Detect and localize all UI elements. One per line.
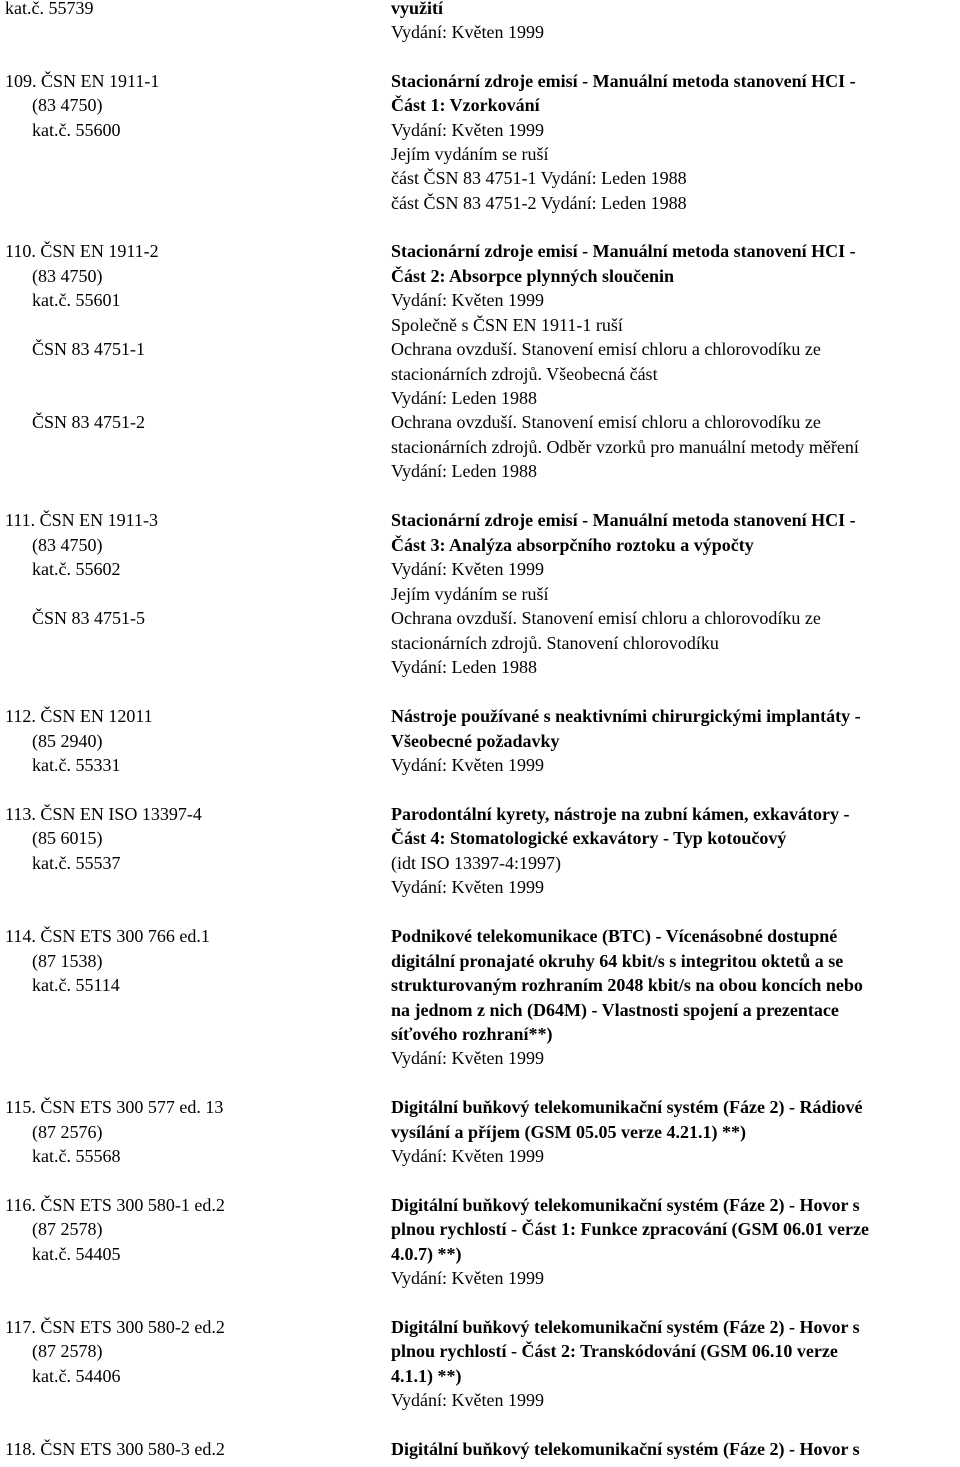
standard-title: využití <box>391 0 443 18</box>
standard-title: Podnikové telekomunikace (BTC) - Vícenásobné dostupné <box>391 926 838 946</box>
catalog-number: kat.č. 55568 <box>32 1146 121 1166</box>
classification-code: (87 2576) <box>32 1122 103 1142</box>
catalog-number: kat.č. 55331 <box>32 755 121 775</box>
standard-title: Digitální buňkový telekomunikační systém (Fáze 2) - Rádiové <box>391 1097 863 1117</box>
standard-title: 4.0.7) **) <box>391 1244 462 1264</box>
issue-date: Vydání: Květen 1999 <box>391 290 544 310</box>
standard-title: Část 2: Absorpce plynných sloučenin <box>391 266 675 286</box>
standard-heading-118: 118. ČSN ETS 300 580-3 ed.2 <box>5 1439 225 1459</box>
catalog-number: kat.č. 54405 <box>32 1244 121 1264</box>
classification-code: (83 4750) <box>32 535 103 555</box>
standard-title: Digitální buňkový telekomunikační systém (Fáze 2) - Hovor s <box>391 1439 860 1459</box>
cancellation-note: část ČSN 83 4751-2 Vydání: Leden 1988 <box>391 193 687 213</box>
catalog-number: kat.č. 55537 <box>32 853 121 873</box>
classification-code: (85 6015) <box>32 828 103 848</box>
cancelled-title: Ochrana ovzduší. Stanovení emisí chloru a chlorovodíku ze <box>391 339 821 359</box>
standard-title: na jednom z nich (D64M) - Vlastnosti spojení a prezentace <box>391 1000 839 1020</box>
standard-title: Část 1: Vzorkování <box>391 95 540 115</box>
standard-title: digitální pronajaté okruhy 64 kbit/s s integritou oktetů a se <box>391 951 844 971</box>
classification-code: (83 4750) <box>32 266 103 286</box>
standard-title: strukturovaným rozhraním 2048 kbit/s na obou koncích nebo <box>391 975 863 995</box>
cancelled-title: Ochrana ovzduší. Stanovení emisí chloru a chlorovodíku ze <box>391 412 821 432</box>
issue-date: Vydání: Leden 1988 <box>391 461 537 481</box>
standard-title: Digitální buňkový telekomunikační systém (Fáze 2) - Hovor s <box>391 1317 860 1337</box>
catalog-number: kat.č. 55739 <box>5 0 94 18</box>
standard-identity: (idt ISO 13397-4:1997) <box>391 853 561 873</box>
standard-heading-114: 114. ČSN ETS 300 766 ed.1 <box>5 926 210 946</box>
issue-date: Vydání: Květen 1999 <box>391 877 544 897</box>
standard-title: Nástroje používané s neaktivními chirurgickými implantáty - <box>391 706 861 726</box>
issue-date: Vydání: Květen 1999 <box>391 1146 544 1166</box>
cancelled-title: stacionárních zdrojů. Stanovení chlorovodíku <box>391 633 719 653</box>
standard-heading-117: 117. ČSN ETS 300 580-2 ed.2 <box>5 1317 225 1337</box>
standard-title: Stacionární zdroje emisí - Manuální metoda stanovení HCI - <box>391 510 856 530</box>
catalog-number: kat.č. 55114 <box>32 975 120 995</box>
classification-code: (87 2578) <box>32 1219 103 1239</box>
issue-date: Vydání: Leden 1988 <box>391 388 537 408</box>
cancellation-note: Jejím vydáním se ruší <box>391 144 549 164</box>
issue-date: Vydání: Leden 1988 <box>391 657 537 677</box>
standard-title: Parodontální kyrety, nástroje na zubní kámen, exkavátory - <box>391 804 850 824</box>
issue-date: Vydání: Květen 1999 <box>391 1048 544 1068</box>
standard-title: Všeobecné požadavky <box>391 731 560 751</box>
standard-title: vysílání a příjem (GSM 05.05 verze 4.21.1) **) <box>391 1122 746 1142</box>
cancelled-standard: ČSN 83 4751-5 <box>32 608 146 628</box>
standard-heading-111: 111. ČSN EN 1911-3 <box>5 510 158 530</box>
issue-date: Vydání: Květen 1999 <box>391 120 544 140</box>
classification-code: (83 4750) <box>32 95 103 115</box>
standard-heading-113: 113. ČSN EN ISO 13397-4 <box>5 804 202 824</box>
standard-title: 4.1.1) **) <box>391 1366 462 1386</box>
cancelled-standard: ČSN 83 4751-1 <box>32 339 146 359</box>
standard-title: Digitální buňkový telekomunikační systém (Fáze 2) - Hovor s <box>391 1195 860 1215</box>
cancellation-note: Jejím vydáním se ruší <box>391 584 549 604</box>
standard-heading-110: 110. ČSN EN 1911-2 <box>5 241 159 261</box>
classification-code: (87 2578) <box>32 1341 103 1361</box>
catalog-number: kat.č. 55600 <box>32 120 121 140</box>
standard-title: plnou rychlostí - Část 1: Funkce zpracování (GSM 06.01 verze <box>391 1219 869 1239</box>
issue-date: Vydání: Květen 1999 <box>391 1268 544 1288</box>
issue-date: Vydání: Květen 1999 <box>391 22 544 42</box>
catalog-number: kat.č. 54406 <box>32 1366 121 1386</box>
standard-title: Stacionární zdroje emisí - Manuální metoda stanovení HCI - <box>391 71 856 91</box>
cancelled-title: Ochrana ovzduší. Stanovení emisí chloru a chlorovodíku ze <box>391 608 821 628</box>
cancellation-note: Společně s ČSN EN 1911-1 ruší <box>391 315 623 335</box>
issue-date: Vydání: Květen 1999 <box>391 559 544 579</box>
catalog-number: kat.č. 55601 <box>32 290 121 310</box>
standard-title: plnou rychlostí - Část 2: Transkódování (GSM 06.10 verze <box>391 1341 838 1361</box>
cancelled-standard: ČSN 83 4751-2 <box>32 412 146 432</box>
standard-title: Část 4: Stomatologické exkavátory - Typ kotoučový <box>391 828 787 848</box>
standard-title: Stacionární zdroje emisí - Manuální metoda stanovení HCI - <box>391 241 856 261</box>
standard-heading-115: 115. ČSN ETS 300 577 ed. 13 <box>5 1097 224 1117</box>
standard-title: Část 3: Analýza absorpčního roztoku a výpočty <box>391 535 754 555</box>
issue-date: Vydání: Květen 1999 <box>391 755 544 775</box>
standard-heading-116: 116. ČSN ETS 300 580-1 ed.2 <box>5 1195 225 1215</box>
cancelled-title: stacionárních zdrojů. Odběr vzorků pro manuální metody měření <box>391 437 859 457</box>
standard-heading-112: 112. ČSN EN 12011 <box>5 706 153 726</box>
classification-code: (87 1538) <box>32 951 103 971</box>
standard-title: síťového rozhraní**) <box>391 1024 553 1044</box>
cancellation-note: část ČSN 83 4751-1 Vydání: Leden 1988 <box>391 168 687 188</box>
issue-date: Vydání: Květen 1999 <box>391 1390 544 1410</box>
cancelled-title: stacionárních zdrojů. Všeobecná část <box>391 364 658 384</box>
classification-code: (85 2940) <box>32 731 103 751</box>
standard-heading-109: 109. ČSN EN 1911-1 <box>5 71 160 91</box>
catalog-number: kat.č. 55602 <box>32 559 121 579</box>
